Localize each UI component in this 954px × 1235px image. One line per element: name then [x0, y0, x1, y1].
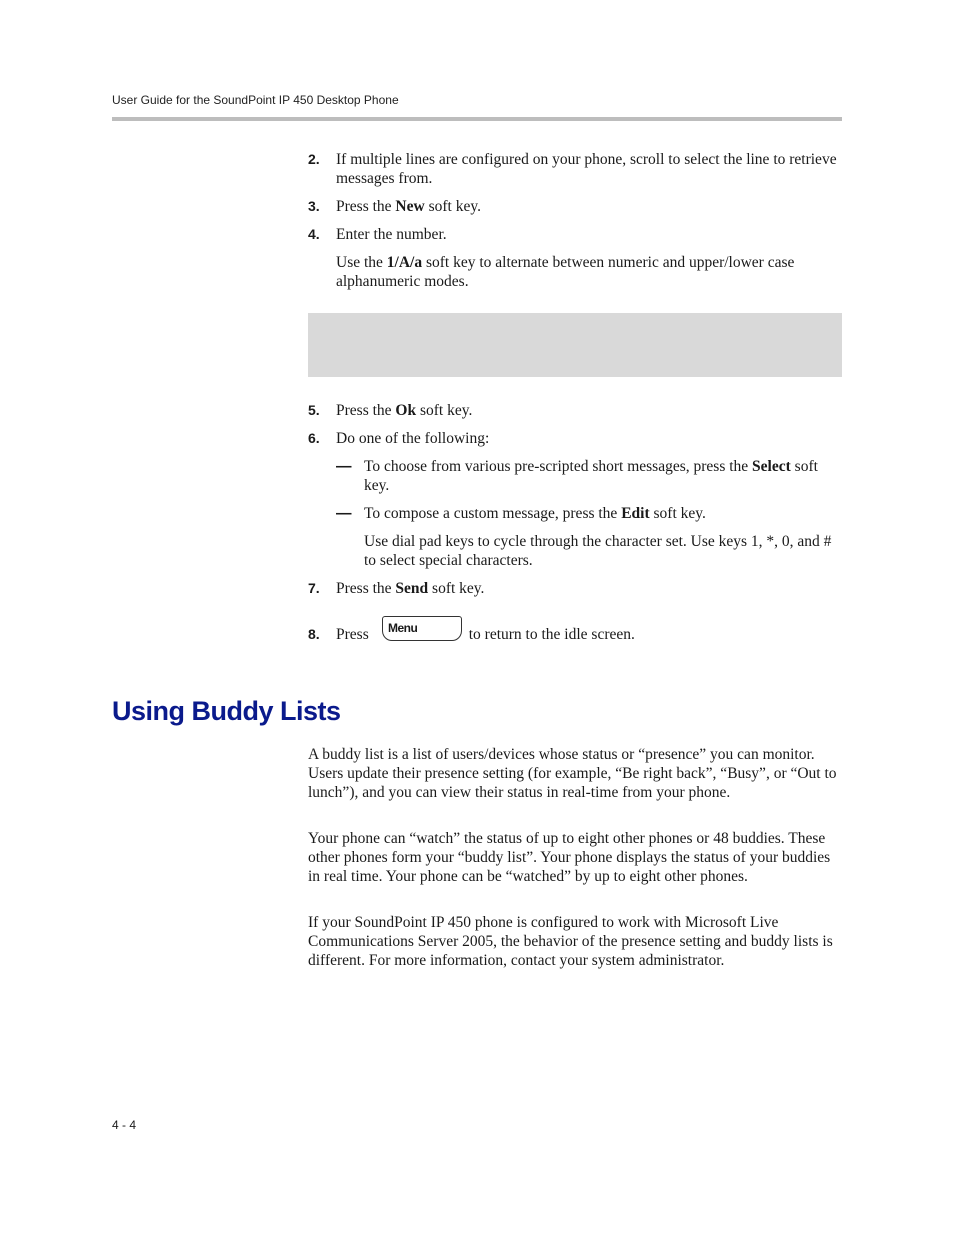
step-number: 7. — [308, 580, 320, 596]
step-4 — [308, 225, 842, 244]
select-key-label: Select — [752, 458, 791, 475]
step-number: 2. — [308, 151, 320, 167]
bullet-edit — [336, 504, 842, 523]
menu-key-icon — [382, 616, 462, 641]
ok-key-label: Ok — [395, 402, 417, 419]
new-key-label: New — [395, 198, 425, 215]
edit-key-label: Edit — [621, 505, 650, 522]
send-key-label: Send — [395, 580, 429, 597]
step-7 — [308, 579, 842, 598]
section-title: Using Buddy Lists — [112, 696, 341, 726]
bullet-dash: — — [336, 458, 352, 475]
bullet-text: To compose a custom message, press the Edit soft key. — [364, 505, 706, 522]
step-6 — [308, 429, 842, 448]
menu-key-label: Menu — [388, 621, 418, 635]
step-5 — [308, 401, 842, 420]
step-text: Do one of the following: — [336, 430, 490, 447]
step-3 — [308, 197, 842, 216]
header-rule — [112, 117, 842, 121]
dial-pad-note: Use dial pad keys to cycle through the character set. Use keys 1, *, 0, and # to select special characters. — [364, 533, 832, 569]
step-number: 4. — [308, 226, 320, 242]
step-4-note: Use the 1/A/a soft key to alternate between numeric and upper/lower case alphanumeric modes. — [336, 254, 795, 290]
step-number: 3. — [308, 198, 320, 214]
step-text: If multiple lines are configured on your phone, scroll to select the line to retrieve messages from. — [336, 151, 837, 187]
paragraph: Your phone can “watch” the status of up to eight other phones or 48 buddies. These other phones form your “buddy list”. Your phone displays the status of your buddies in real time. Your phone can be “watched” by up to eight other phones. — [308, 830, 831, 885]
step-text: Enter the number. — [336, 226, 447, 243]
step-text: Press the Send soft key. — [336, 580, 485, 597]
step-text: Press the Ok soft key. — [336, 402, 473, 419]
step-2 — [308, 150, 842, 188]
page-number: 4 - 4 — [112, 1118, 137, 1132]
note-box — [308, 313, 842, 377]
bullet-text: To choose from various pre-scripted short messages, press the Select soft key. — [364, 458, 818, 494]
mode-key-label: 1/A/a — [386, 254, 423, 271]
step-number: 6. — [308, 430, 320, 446]
running-header: User Guide for the SoundPoint IP 450 Desktop Phone — [112, 93, 399, 107]
bullet-dash: — — [336, 505, 352, 522]
paragraph: If your SoundPoint IP 450 phone is configured to work with Microsoft Live Communications Server 2005, the behavior of the presence setting and buddy lists is different. For more information, contact your system administrator. — [308, 914, 833, 969]
step-text: Press to return to the idle screen. — [336, 626, 635, 643]
paragraph: A buddy list is a list of users/devices whose status or “presence” you can monitor. Users update their presence setting (for example, “Be right back”, “Busy”, or “Out to lunch”), and you can view their status in real-time from your phone. — [308, 746, 837, 801]
step-number: 8. — [308, 626, 320, 642]
step-text: Press the New soft key. — [336, 198, 481, 215]
step-number: 5. — [308, 402, 320, 418]
bullet-select — [336, 457, 842, 495]
